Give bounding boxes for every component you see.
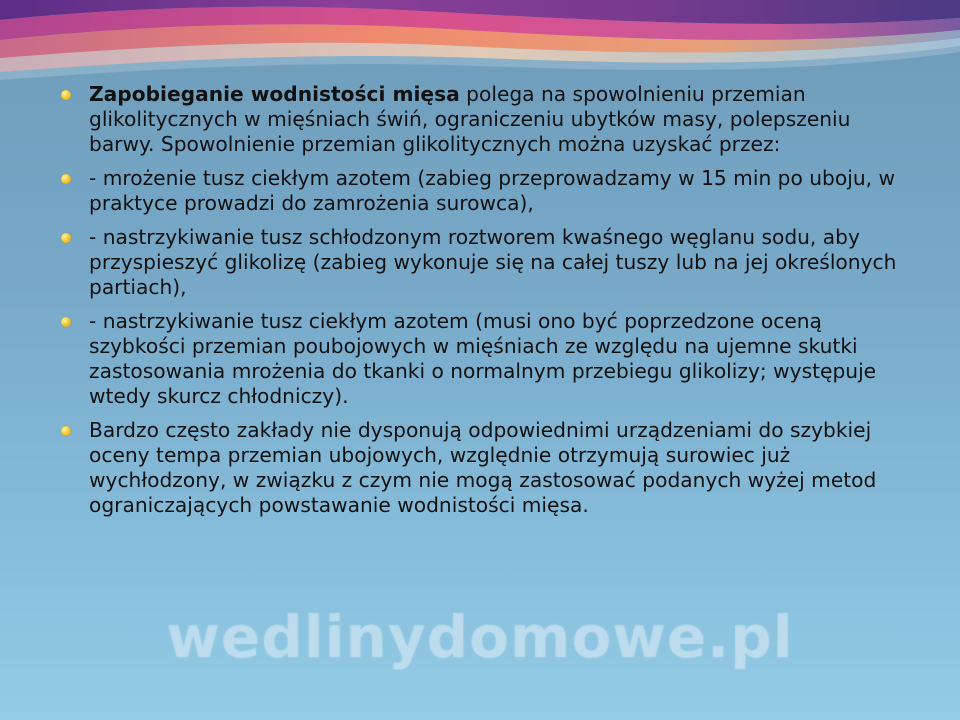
bullet-lead-bold: Zapobieganie wodnistości mięsa (89, 82, 460, 106)
bullet-dot-icon (61, 174, 71, 184)
watermark-logo: wedlinydomowe.pl (166, 603, 794, 671)
bullet-text: polega na spowolnieniu przemian glikolitycznych w mięśniach świń, ograniczeniu ubytków masy, polepszeniu barwy. Spowolnienie przemian glikolitycznych można uzyskać przez: (89, 82, 851, 156)
decorative-wave-banner (0, 0, 960, 90)
bullet-text: - nastrzykiwanie tusz schłodzonym roztworem kwaśnego węglanu sodu, aby przyspieszyć glikolizę (zabieg wykonuje się na całej tuszy lub na jej określonych partiach), (89, 225, 897, 299)
bullet-dot-icon (61, 426, 71, 436)
bullet-item-3 (58, 225, 918, 300)
bullet-dot-icon (61, 233, 71, 243)
bullet-text: - mrożenie tusz ciekłym azotem (zabieg przeprowadzamy w 15 min po uboju, w praktyce prowadzi do zamrożenia surowca), (89, 166, 895, 215)
bullet-item-5 (58, 418, 918, 518)
bullet-text: - nastrzykiwanie tusz ciekłym azotem (musi ono być poprzedzone oceną szybkości przemian poubojowych w mięśniach ze względu na ujemne skutki zastosowania mrożenia do tkanki o normalnym przebiegu glikolizy; występuje wtedy skurcz chłodniczy). (89, 309, 877, 408)
bullet-dot-icon (61, 317, 71, 327)
bullet-item-4 (58, 309, 918, 409)
bullet-list (58, 82, 918, 527)
bullet-item-2 (58, 166, 918, 216)
bullet-item-1 (58, 82, 918, 157)
bullet-text: Bardzo często zakłady nie dysponują odpowiednimi urządzeniami do szybkiej oceny tempa przemian ubojowych, względnie otrzymują surowiec już wychłodzony, w związku z czym nie mogą zastosować podanych wyżej metod ograniczających powstawanie wodnistości mięsa. (89, 418, 877, 517)
bullet-dot-icon (61, 90, 71, 100)
